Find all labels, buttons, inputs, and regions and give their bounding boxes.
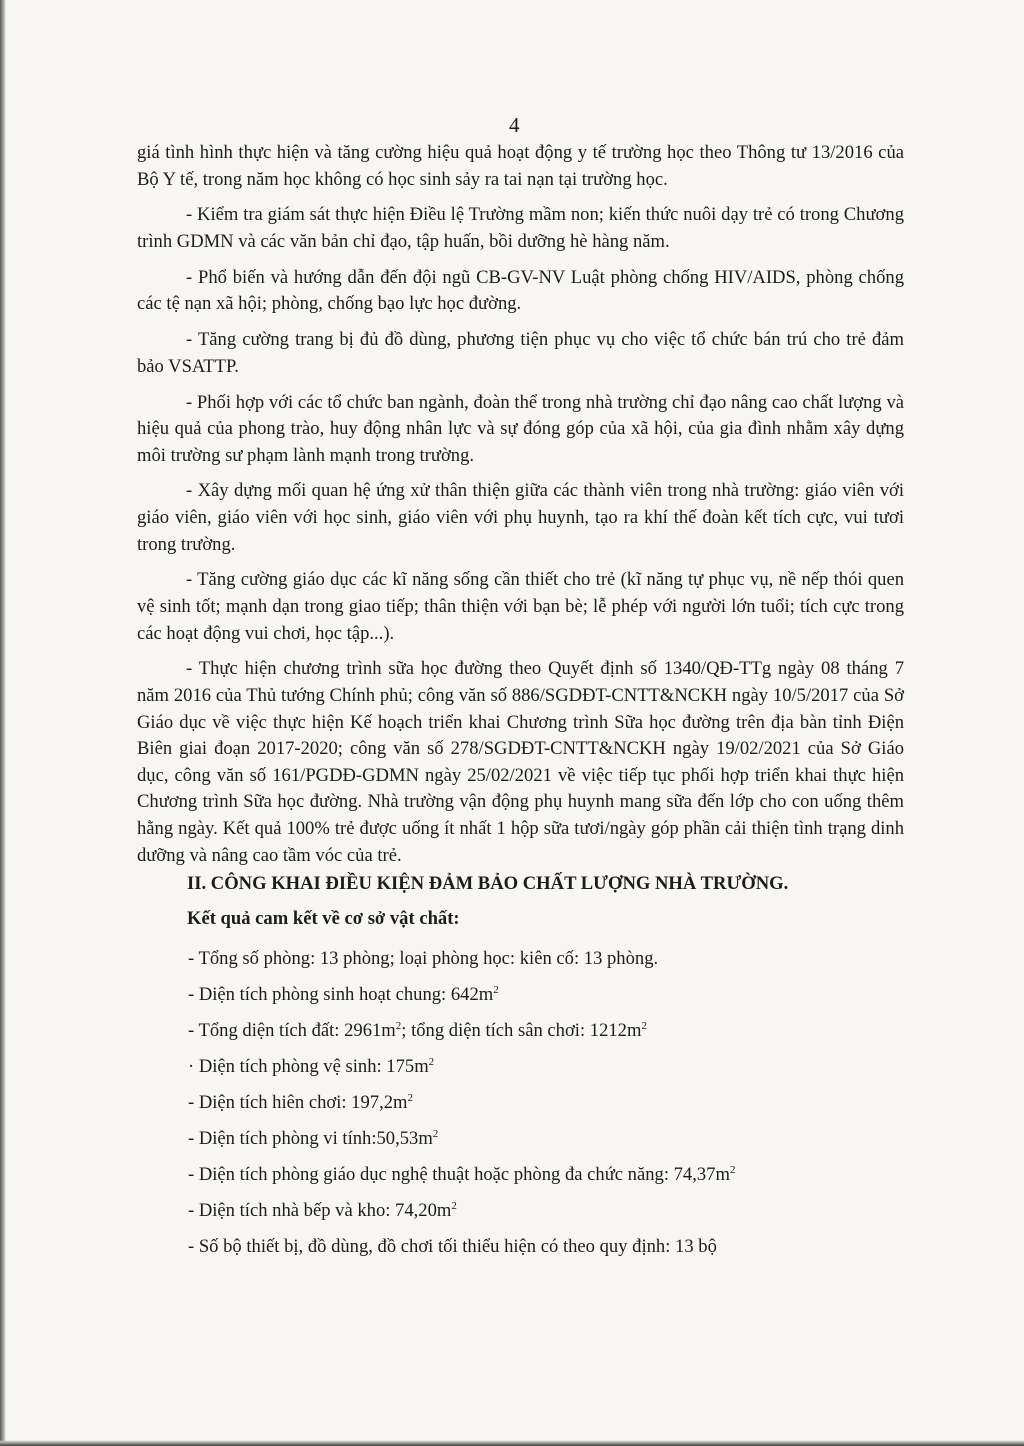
paragraph-continuation: giá tình hình thực hiện và tăng cường hiệu quả hoạt động y tế trường học theo Thông tư 13/2016 của Bộ Y tế, trong năm học không có học sinh sảy ra tai nạn tại trường học. [137,142,904,190]
scan-edge-left [0,0,6,1446]
facility-common-room-sup: 2 [493,984,499,996]
paragraph-milk-program: - Thực hiện chương trình sữa học đường theo Quyết định số 1340/QĐ-TTg ngày 08 tháng 7 năm 2016 của Thủ tướng Chính phủ; công văn số 886/SGDĐT-CNTT&NCKH ngày 10/5/2017 của Sở Giáo dục về việc thực hiện Kế hoạch triển khai Chương trình Sữa học đường trên địa bàn tỉnh Điện Biên giai đoạn 2017-2020; công văn số 278/SGDĐT-CNTT&NCKH ngày 19/02/2021 của Sở Giáo dục, công văn số 161/PGDĐ-GDMN ngày 25/02/2021 về việc tiếp tục phối hợp triển khai thực hiện Chương trình Sữa học đường. Nhà trường vận động phụ huynh mang sữa đến lớp cho con uống thêm hằng ngày. Kết quả 100% trẻ được uống ít nhất 1 hộp sữa tươi/ngày góp phần cải thiện tình trạng dinh dưỡng và nâng cao tầm vóc của trẻ. [137,658,904,866]
facility-toilet-text: · Diện tích phòng vệ sinh: 175m [188,1056,429,1077]
facility-kitchen [137,1193,904,1229]
facility-veranda-sup: 2 [407,1092,413,1104]
section-subheading: Kết quả cam kết về cơ sở vật chất: [187,908,460,929]
facility-land [137,1013,904,1049]
facility-kitchen-text: - Diện tích nhà bếp và kho: 74,20m [188,1200,452,1221]
facility-kitchen-sup: 2 [451,1200,457,1212]
facility-art-room-text: - Diện tích phòng giáo dục nghệ thuật hoặc phòng đa chức năng: 74,37m [188,1164,730,1185]
body-text [137,140,904,878]
facility-rooms [137,941,904,977]
facility-art-room [137,1157,904,1193]
facility-rooms-text: - Tổng số phòng: 13 phòng; loại phòng học: kiên cố: 13 phòng. [188,948,659,969]
paragraph-inspection: - Kiểm tra giám sát thực hiện Điều lệ Trường mầm non; kiến thức nuôi dạy trẻ có trong Chương trình GDMN và các văn bản chỉ đạo, tập huấn, bồi dưỡng hè hàng năm. [137,204,904,252]
page-number: 4 [509,113,520,137]
facility-toilet [137,1049,904,1085]
facility-computer-room-text: - Diện tích phòng vi tính:50,53m [188,1128,433,1149]
paragraph-coordination: - Phối hợp với các tổ chức ban ngành, đoàn thể trong nhà trường chỉ đạo nâng cao chất lượng và hiệu quả của phong trào, huy động nhân lực và sự đóng góp của xã hội, của gia đình nhằm xây dựng môi trường sư phạm lành mạnh trong trường. [137,391,904,466]
facility-toilet-sup: 2 [428,1056,435,1068]
paragraph-hiv: - Phổ biến và hướng dẫn đến đội ngũ CB-GV-NV Luật phòng chống HIV/AIDS, phòng chống các tệ nạn xã hội; phòng, chống bạo lực học đường. [137,266,904,315]
section-heading: II. CÔNG KHAI ĐIỀU KIỆN ĐẢM BẢO CHẤT LƯỢNG NHÀ TRƯỜNG. [187,873,789,894]
facilities-section [137,869,904,1265]
scan-edge-bottom [0,1440,1024,1446]
facility-equipment-sets-text: - Số bộ thiết bị, đồ dùng, đồ chơi tối thiểu hiện có theo quy định: 13 bộ [188,1236,717,1257]
paragraph-lifeskills: - Tăng cường giáo dục các kĩ năng sống cần thiết cho trẻ (kĩ năng tự phục vụ, nề nếp thói quen vệ sinh tốt; mạnh dạn trong giao tiếp; thân thiện với bạn bè; lễ phép với người lớn tuổi; tích cực trong các hoạt động vui chơi, học tập...). [137,569,904,644]
facility-computer-room [137,1121,904,1157]
facility-veranda [137,1085,904,1121]
facility-playground-sup: 2 [641,1020,647,1032]
facility-land-text: - Tổng diện tích đất: 2961m [188,1020,396,1041]
facility-common-room [137,977,904,1013]
facility-common-room-text: - Diện tích phòng sinh hoạt chung: 642m [188,984,494,1005]
facility-veranda-text: - Diện tích hiên chơi: 197,2m [188,1092,408,1113]
facility-equipment-sets [137,1229,904,1265]
facility-art-room-sup: 2 [729,1164,736,1176]
facility-computer-room-sup: 2 [432,1128,439,1140]
paragraph-relations: - Xây dựng mối quan hệ ứng xử thân thiện giữa các thành viên trong nhà trường: giáo viên với giáo viên, giáo viên với học sinh, giáo viên với phụ huynh, tạo ra khí thế đoàn kết tích cực, vui tươi trong trường. [137,480,904,555]
facility-land-sup: 2 [395,1020,402,1032]
paragraph-equipment: - Tăng cường trang bị đủ đồ dùng, phương tiện phục vụ cho việc tổ chức bán trú cho trẻ đảm bảo VSATTP. [137,329,904,377]
facility-playground-text: ; tổng diện tích sân chơi: 1212m [401,1020,642,1041]
